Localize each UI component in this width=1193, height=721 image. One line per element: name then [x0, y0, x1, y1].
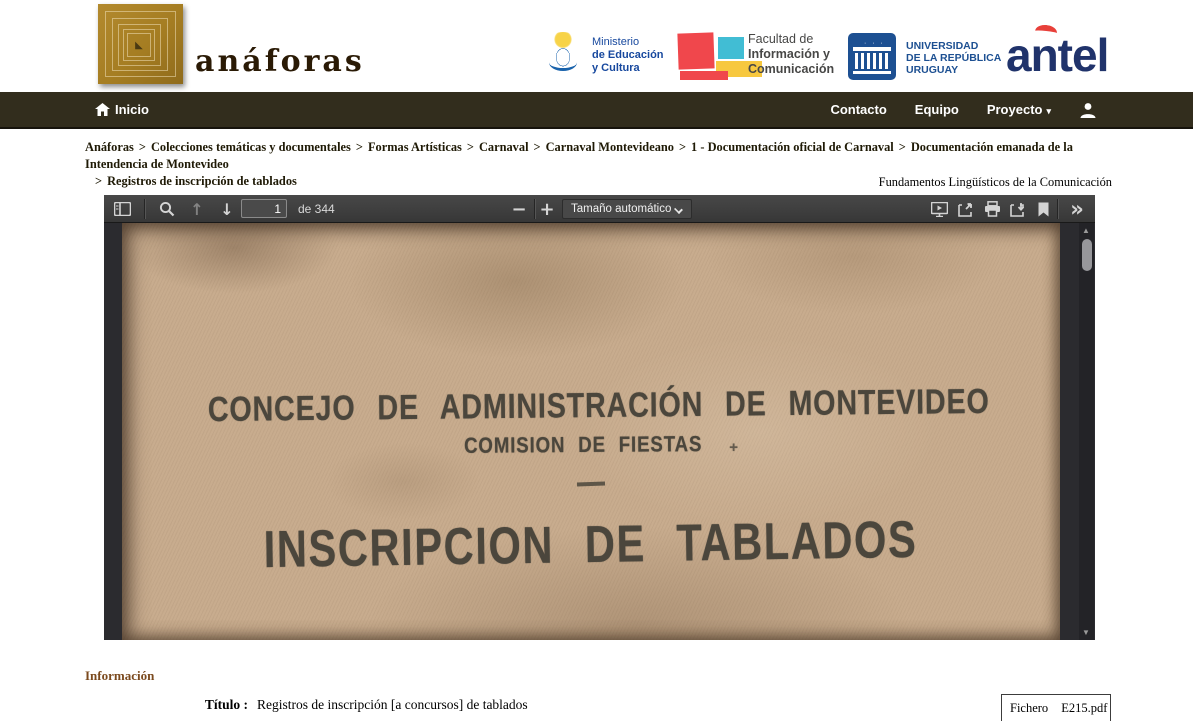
fic-logo-text[interactable]: Facultad de Información y Comunicación: [748, 32, 835, 76]
print-button[interactable]: [979, 196, 1005, 222]
pdf-viewport[interactable]: [104, 223, 1095, 640]
crumb-carnaval[interactable]: Carnaval: [478, 140, 529, 154]
download-icon: [1010, 201, 1026, 217]
pdf-toolbar: [104, 195, 1095, 223]
pdf-viewer: [104, 195, 1095, 640]
fichero-filename-link[interactable]: E215.pdf: [1061, 701, 1108, 715]
main-navbar: [0, 92, 1193, 129]
breadcrumb-line1: Anáforas > Colecciones temáticas y documentales > Formas Artísticas > Carnaval > Carnaval Montevideano > 1 - Documentación oficial de Carnaval > Documentación emanada de la Intendencia de Montevideo: [85, 140, 1073, 171]
nav-item-equipo[interactable]: Equipo: [914, 102, 959, 117]
presentation-mode-button[interactable]: [926, 196, 952, 222]
sidebar-toggle-button[interactable]: [109, 196, 135, 222]
antel-tilde-icon: [1034, 24, 1057, 40]
zoom-in-button[interactable]: +: [539, 198, 555, 220]
search-icon: [159, 201, 175, 217]
course-label: Fundamentos Lingüísticos de la Comunicación: [878, 175, 1112, 189]
zoom-out-button[interactable]: −: [511, 198, 527, 220]
crumb-carnaval-montevideano[interactable]: Carnaval Montevideano: [545, 140, 674, 154]
site-header: [0, 0, 1193, 92]
scan-divider-dash: [577, 482, 605, 487]
crumb-documentacion-oficial[interactable]: 1 - Documentación oficial de Carnaval: [691, 140, 894, 154]
crumb-formas-artisticas[interactable]: Formas Artísticas: [367, 140, 462, 154]
search-button[interactable]: [154, 196, 180, 222]
bookmark-icon: [1038, 202, 1049, 217]
scan-title: INSCRIPCION DE TABLADOS: [263, 510, 919, 580]
scroll-down-arrow-icon[interactable]: ▼: [1082, 628, 1090, 637]
scroll-up-arrow-icon[interactable]: ▲: [1082, 226, 1090, 235]
udelar-logo-icon[interactable]: · · ·: [848, 33, 896, 80]
nav-item-inicio[interactable]: Inicio: [95, 102, 149, 117]
info-section-heading: Información: [85, 668, 155, 683]
open-file-icon: [958, 201, 974, 217]
fichero-box: [1001, 694, 1111, 721]
sidebar-toggle-icon: [114, 202, 131, 216]
select-caret-icon: [674, 205, 683, 214]
fic-redbar-shape: [680, 71, 728, 80]
crumb-registros-inscripcion[interactable]: Registros de inscripción de tablados: [107, 174, 297, 188]
open-file-button[interactable]: [953, 196, 979, 222]
user-icon[interactable]: [1079, 101, 1097, 119]
breadcrumb-line2: > Registros de inscripción de tablados: [95, 174, 297, 188]
toolbar-separator: [144, 199, 145, 219]
crumb-documentacion-intendencia[interactable]: Documentación emanada de la Intendencia de Montevideo: [85, 140, 1073, 171]
scan-heading-line1: CONCEJO DE ADMINISTRACIÓN DE MONTEVIDEO: [207, 381, 990, 430]
nav-item-contacto[interactable]: Contacto: [830, 102, 887, 117]
mec-logo-text[interactable]: Ministerio de Educación y Cultura: [592, 36, 664, 74]
fic-cyan-shape: [718, 37, 744, 59]
antel-logo[interactable]: antel: [1006, 28, 1193, 80]
dropdown-caret-icon: ▾: [1046, 106, 1051, 116]
secondary-toolbar-toggle-button[interactable]: »: [1070, 197, 1084, 221]
page-count-label: de 344: [298, 202, 335, 216]
scan-heading-line2: COMISION DE FIESTAS +: [463, 431, 740, 458]
presentation-mode-icon: [931, 202, 948, 217]
stamp-cross-mark: +: [729, 439, 740, 456]
home-icon: [95, 103, 110, 116]
mec-coat-of-arms-icon[interactable]: [540, 32, 586, 78]
brand-title[interactable]: anáforas: [195, 44, 365, 79]
nav-item-proyecto[interactable]: Proyecto ▾: [986, 102, 1051, 117]
bookmark-button[interactable]: [1030, 196, 1056, 222]
crumb-colecciones[interactable]: Colecciones temáticas y documentales: [150, 140, 351, 154]
titulo-field-value: Registros de inscripción [a concursos] de tablados: [257, 697, 528, 712]
toolbar-separator: [1057, 199, 1058, 219]
download-button[interactable]: [1005, 196, 1031, 222]
page-number-input[interactable]: [241, 199, 287, 218]
fichero-label: Fichero: [1010, 701, 1049, 715]
print-icon: [984, 201, 1001, 217]
previous-page-button[interactable]: ↑: [190, 199, 204, 219]
titulo-field-label: Título :: [204, 697, 248, 712]
udelar-logo-text[interactable]: UNIVERSIDAD DE LA REPÚBLICA URUGUAY: [906, 40, 1002, 76]
next-page-button[interactable]: ↓: [220, 199, 234, 219]
scanned-page: [122, 223, 1060, 640]
anaforas-logo-icon[interactable]: [98, 4, 183, 84]
scrollbar-thumb[interactable]: [1082, 239, 1092, 271]
crumb-anaforas[interactable]: Anáforas: [85, 140, 134, 154]
pdf-scrollbar: [1079, 223, 1094, 640]
titulo-field-row: [85, 697, 785, 713]
zoom-level-select[interactable]: Tamaño automático: [562, 199, 692, 219]
logo-center-mark: ◣: [127, 33, 151, 57]
fic-red-shape: [677, 32, 714, 69]
